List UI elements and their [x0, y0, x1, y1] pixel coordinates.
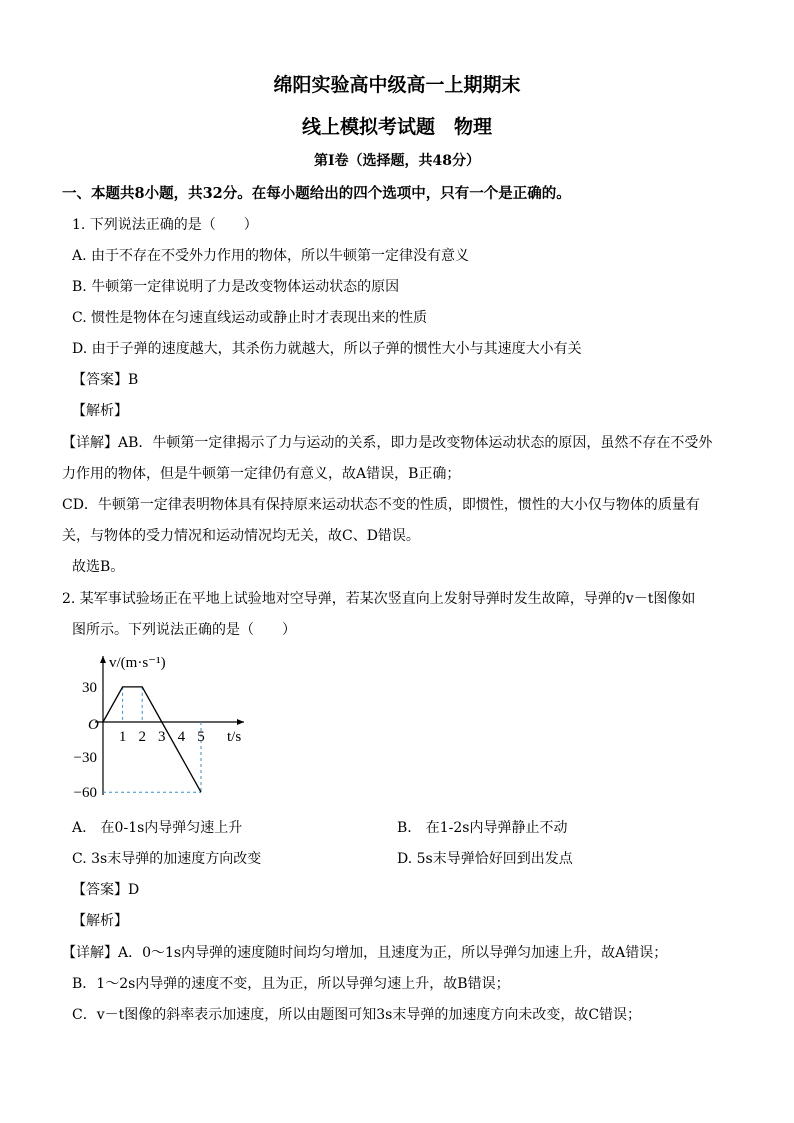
- y-tick-label: −60: [73, 785, 97, 802]
- y-tick-label: −30: [73, 750, 97, 767]
- exam-title: 绵阳实验高中级高一上期期末: [273, 74, 521, 96]
- q1-option-c: C. 惯性是物体在匀速直线运动或静止时才表现出来的性质: [72, 310, 428, 326]
- q1-detail-line: 力作用的物体，但是牛顿第一定律仍有意义，故A错误，B正确；: [62, 466, 461, 482]
- q2-option-a: A. 在0-1s内导弹匀速上升: [72, 820, 243, 836]
- series-line: [103, 687, 201, 792]
- y-axis-label: v/(m·s⁻¹): [109, 655, 166, 671]
- q2-stem-line2: 图所示。下列说法正确的是（ ）: [72, 622, 296, 638]
- q1-detail-line: 关，与物体的受力情况和运动情况均无关，故C、D错误。: [62, 528, 420, 544]
- x-tick-label: 1: [118, 729, 127, 745]
- part-heading: 一、本题共8小题，共32分。在每小题给出的四个选项中，只有一个是正确的。: [62, 185, 571, 202]
- q1-detail-line: 【详解】AB．牛顿第一定律揭示了力与运动的关系，即力是改变物体运动状态的原因，虽然不存在不受外: [62, 435, 713, 451]
- q1-analysis-label: 【解析】: [72, 403, 128, 419]
- q2-detail-line: 【详解】A．0～1s内导弹的速度随时间均匀增加，且速度为正，所以导弹匀加速上升，故A错误；: [62, 945, 668, 961]
- q1-answer: 【答案】B: [72, 372, 139, 388]
- q1-detail-line: 故选B。: [72, 559, 125, 575]
- x-axis-label: t/s: [227, 729, 242, 745]
- q2-answer: 【答案】D: [72, 882, 140, 898]
- x-tick-label: 3: [158, 729, 166, 745]
- section-title: 第Ⅰ卷（选择题，共48分）: [313, 153, 481, 169]
- x-tick-label: 4: [177, 729, 186, 745]
- q1-option-d: D. 由于子弹的速度越大，其杀伤力就越大，所以子弹的惯性大小与其速度大小有关: [72, 341, 582, 357]
- exam-subtitle: 线上模拟考试题 物理: [301, 116, 492, 138]
- q2-option-c: C. 3s末导弹的加速度方向改变: [72, 851, 262, 867]
- q1-stem: 1. 下列说法正确的是（ ）: [72, 217, 258, 233]
- q1-option-a: A. 由于不存在不受外力作用的物体，所以牛顿第一定律没有意义: [72, 248, 470, 264]
- q1-option-b: B. 牛顿第一定律说明了力是改变物体运动状态的原因: [72, 279, 400, 295]
- vt-graph: [70, 648, 260, 803]
- origin-label: O: [88, 717, 99, 733]
- q2-detail-line: B．1～2s内导弹的速度不变，且为正，所以导弹匀速上升，故B错误；: [72, 976, 510, 992]
- q1-detail-line: CD．牛顿第一定律表明物体具有保持原来运动状态不变的性质，即惯性，惯性的大小仅与物体的质量有: [62, 497, 700, 513]
- x-tick-label: 2: [138, 729, 146, 745]
- q2-stem-line1: 2. 某军事试验场正在平地上试验地对空导弹，若某次竖直向上发射导弹时发生故障，导弹的v－t图像如: [62, 591, 696, 607]
- q2-option-b: B. 在1-2s内导弹静止不动: [397, 820, 568, 836]
- x-tick-label: 5: [197, 729, 205, 745]
- q2-analysis-label: 【解析】: [72, 913, 128, 929]
- q2-detail-line: C．v－t图像的斜率表示加速度，所以由题图可知3s末导弹的加速度方向未改变，故C错误；: [72, 1007, 642, 1023]
- q2-option-d: D. 5s末导弹恰好回到出发点: [397, 851, 573, 867]
- y-tick-label: 30: [82, 679, 97, 696]
